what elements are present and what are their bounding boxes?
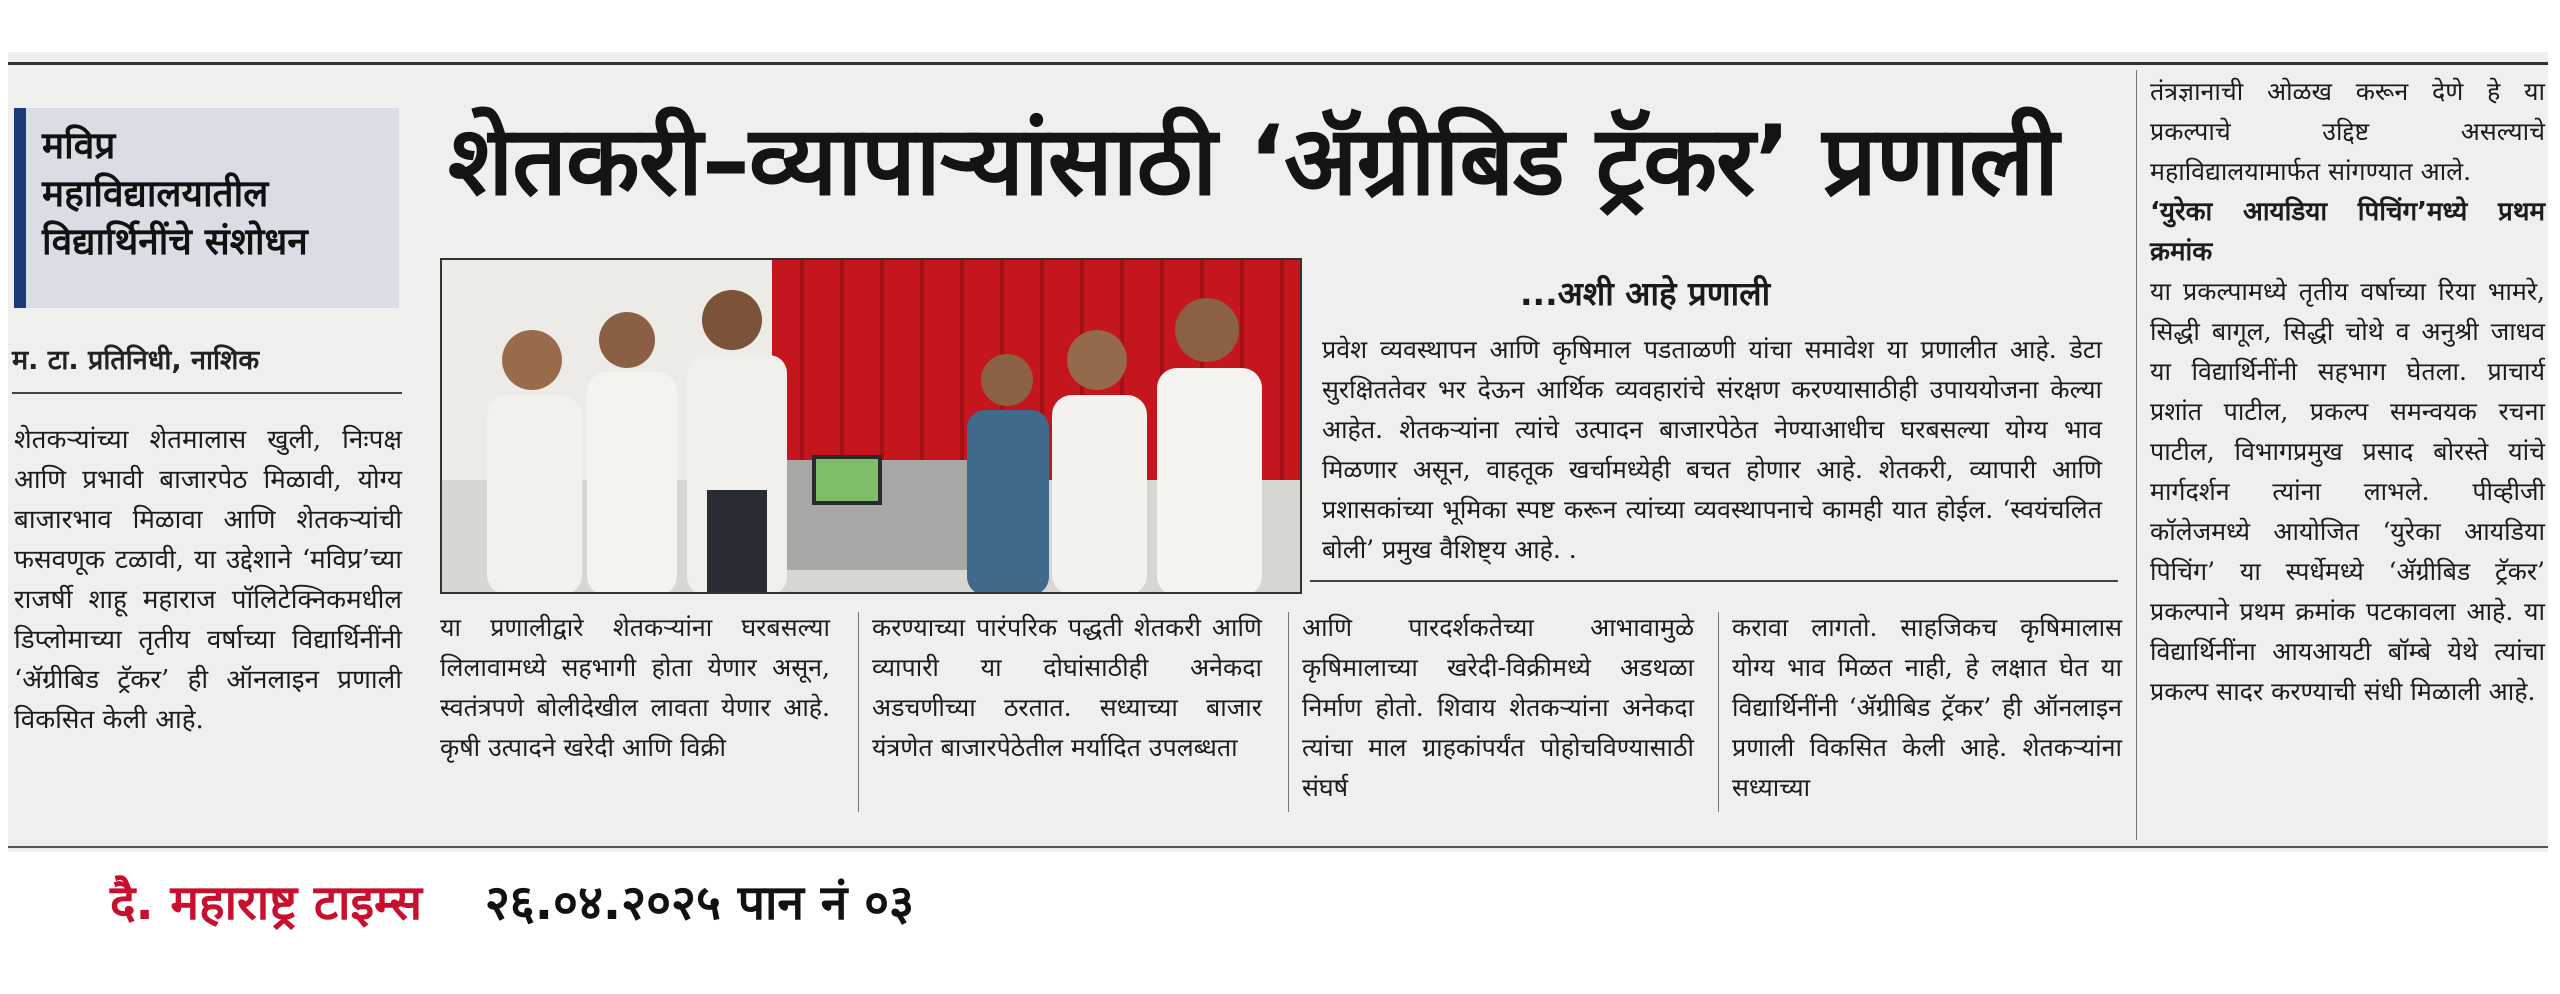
box-rule	[1310, 580, 2118, 582]
box-title: ...अशी आहे प्रणाली	[1520, 274, 1771, 313]
source-caption	[110, 868, 914, 938]
bottom-rule	[8, 846, 2548, 848]
newspaper-name: दै. महाराष्ट्र टाइम्स	[110, 875, 423, 931]
news-photo	[440, 258, 1302, 594]
column-divider	[1718, 612, 1719, 812]
kicker-line: मविप्र	[42, 124, 116, 167]
column-divider	[1288, 612, 1289, 812]
article-column-5	[1732, 608, 2122, 808]
byline: म. टा. प्रतिनिधी, नाशिक	[12, 345, 260, 376]
kicker-line: विद्यार्थिनींचे संशोधन	[42, 220, 308, 263]
column-intro: तंत्रज्ञानाची ओळख करून देणे हे या प्रकल्पाचे उद्दिष्ट असल्याचे महाविद्यालयामार्फत सांगण्यात आले.	[2150, 77, 2545, 186]
column-subhead: ‘युरेका आयडिया पिचिंग’मध्ये प्रथम क्रमांक	[2150, 197, 2545, 267]
photo-illustration	[442, 260, 1302, 594]
article-column-6	[2150, 72, 2545, 712]
column-text: या प्रणालीद्वारे शेतकऱ्यांना घरबसल्या लिलावामध्ये सहभागी होता येणार असून, स्वतंत्रपणे बोलीदेखील लावता येणार आहे. कृषी उत्पादने खरेदी आणि विक्री	[440, 613, 830, 762]
column-text: आणि पारदर्शकतेच्या आभावामुळे कृषिमालाच्या खरेदी-विक्रीमध्ये अडथळा निर्माण होतो. शिवाय शेतकऱ्यांना अनेकदा त्यांचा माल ग्राहकांपर्यंत पोहोचविण्यासाठी संघर्ष	[1302, 613, 1694, 802]
article-column-4	[1302, 608, 1694, 808]
kicker-line: महाविद्यालयातील	[42, 172, 269, 215]
top-rule	[8, 62, 2548, 65]
date-page: २६.०४.२०२५ पान नं ०३	[484, 875, 915, 931]
box-paragraph: प्रवेश व्यवस्थापन आणि कृषिमाल पडताळणी यांचा समावेश या प्रणालीत आहे. डेटा सुरक्षिततेवर भर देऊन आर्थिक व्यवहारांचे संरक्षण करण्यासाठीही उपाययोजना केल्या आहेत. शेतकऱ्यांना त्यांचे उत्पादन बाजारपेठेत नेण्याआधीच घरबसल्या योग्य भाव मिळणार असून, वाहतूक खर्चामध्येही बचत होणार आहे. शेतकरी, व्यापारी आणि प्रशासकांच्या भूमिका स्पष्ट करून त्यांच्या व्यवस्थापनाचे कामही यात होईल. ‘स्वयंचलित बोली’ प्रमुख वैशिष्ट्य आहे. .	[1322, 335, 2102, 564]
column-divider	[858, 612, 859, 812]
column-divider	[2136, 70, 2137, 840]
kicker-box	[14, 108, 399, 308]
box-text	[1322, 330, 2102, 570]
byline-rule	[12, 392, 402, 394]
article-column-3	[872, 608, 1262, 768]
column-body: या प्रकल्पामध्ये तृतीय वर्षाच्या रिया भामरे, सिद्धी बागूल, सिद्धी चोथे व अनुश्री जाधव या विद्यार्थिनींनी सहभाग घेतला. प्राचार्य प्रशांत पाटील, प्रकल्प समन्वयक रचना पाटील, विभागप्रमुख प्रसाद बोरस्ते यांचे मार्गदर्शन त्यांना लाभले. पीव्हीजी कॉलेजमध्ये आयोजित ‘युरेका आयडिया पिचिंग’ या स्पर्धेमध्ये ‘ॲग्रीबिड ट्रॅकर’ प्रकल्पाने प्रथम क्रमांक पटकावला आहे. या विद्यार्थिनींना आयआयटी बॉम्बे येथे त्यांचा प्रकल्प सादर करण्याची संधी मिळाली आहे.	[2150, 277, 2545, 706]
article-column-2	[440, 608, 830, 768]
column-text: करावा लागतो. साहजिकच कृषिमालास योग्य भाव मिळत नाही, हे लक्षात घेत या विद्यार्थिनींनी ‘ॲग्रीबिड ट्रॅकर’ ही ऑनलाइन प्रणाली विकसित केली आहे. शेतकऱ्यांना सध्याच्या	[1732, 613, 2122, 802]
article-column-1	[14, 420, 402, 740]
headline: शेतकरी–व्यापाऱ्यांसाठी ‘ॲग्रीबिड ट्रॅकर’ प्रणाली	[448, 105, 2059, 217]
column-text: शेतकऱ्यांच्या शेतमालास खुली, निःपक्ष आणि प्रभावी बाजारपेठ मिळावी, योग्य बाजारभाव मिळावा आणि शेतकऱ्यांची फसवणूक टळावी, या उद्देशाने ‘मविप्र’च्या राजर्षी शाहू महाराज पॉलिटेक्निकमधील डिप्लोमाच्या तृतीय वर्षाच्या विद्यार्थिनींनी ‘ॲग्रीबिड ट्रॅकर’ ही ऑनलाइन प्रणाली विकसित केली आहे.	[14, 425, 402, 735]
column-text: करण्याच्या पारंपरिक पद्धती शेतकरी आणि व्यापारी या दोघांसाठीही अनेकदा अडचणीच्या ठरतात. सध्याच्या बाजार यंत्रणेत बाजारपेठेतील मर्यादित उपलब्धता	[872, 613, 1262, 762]
